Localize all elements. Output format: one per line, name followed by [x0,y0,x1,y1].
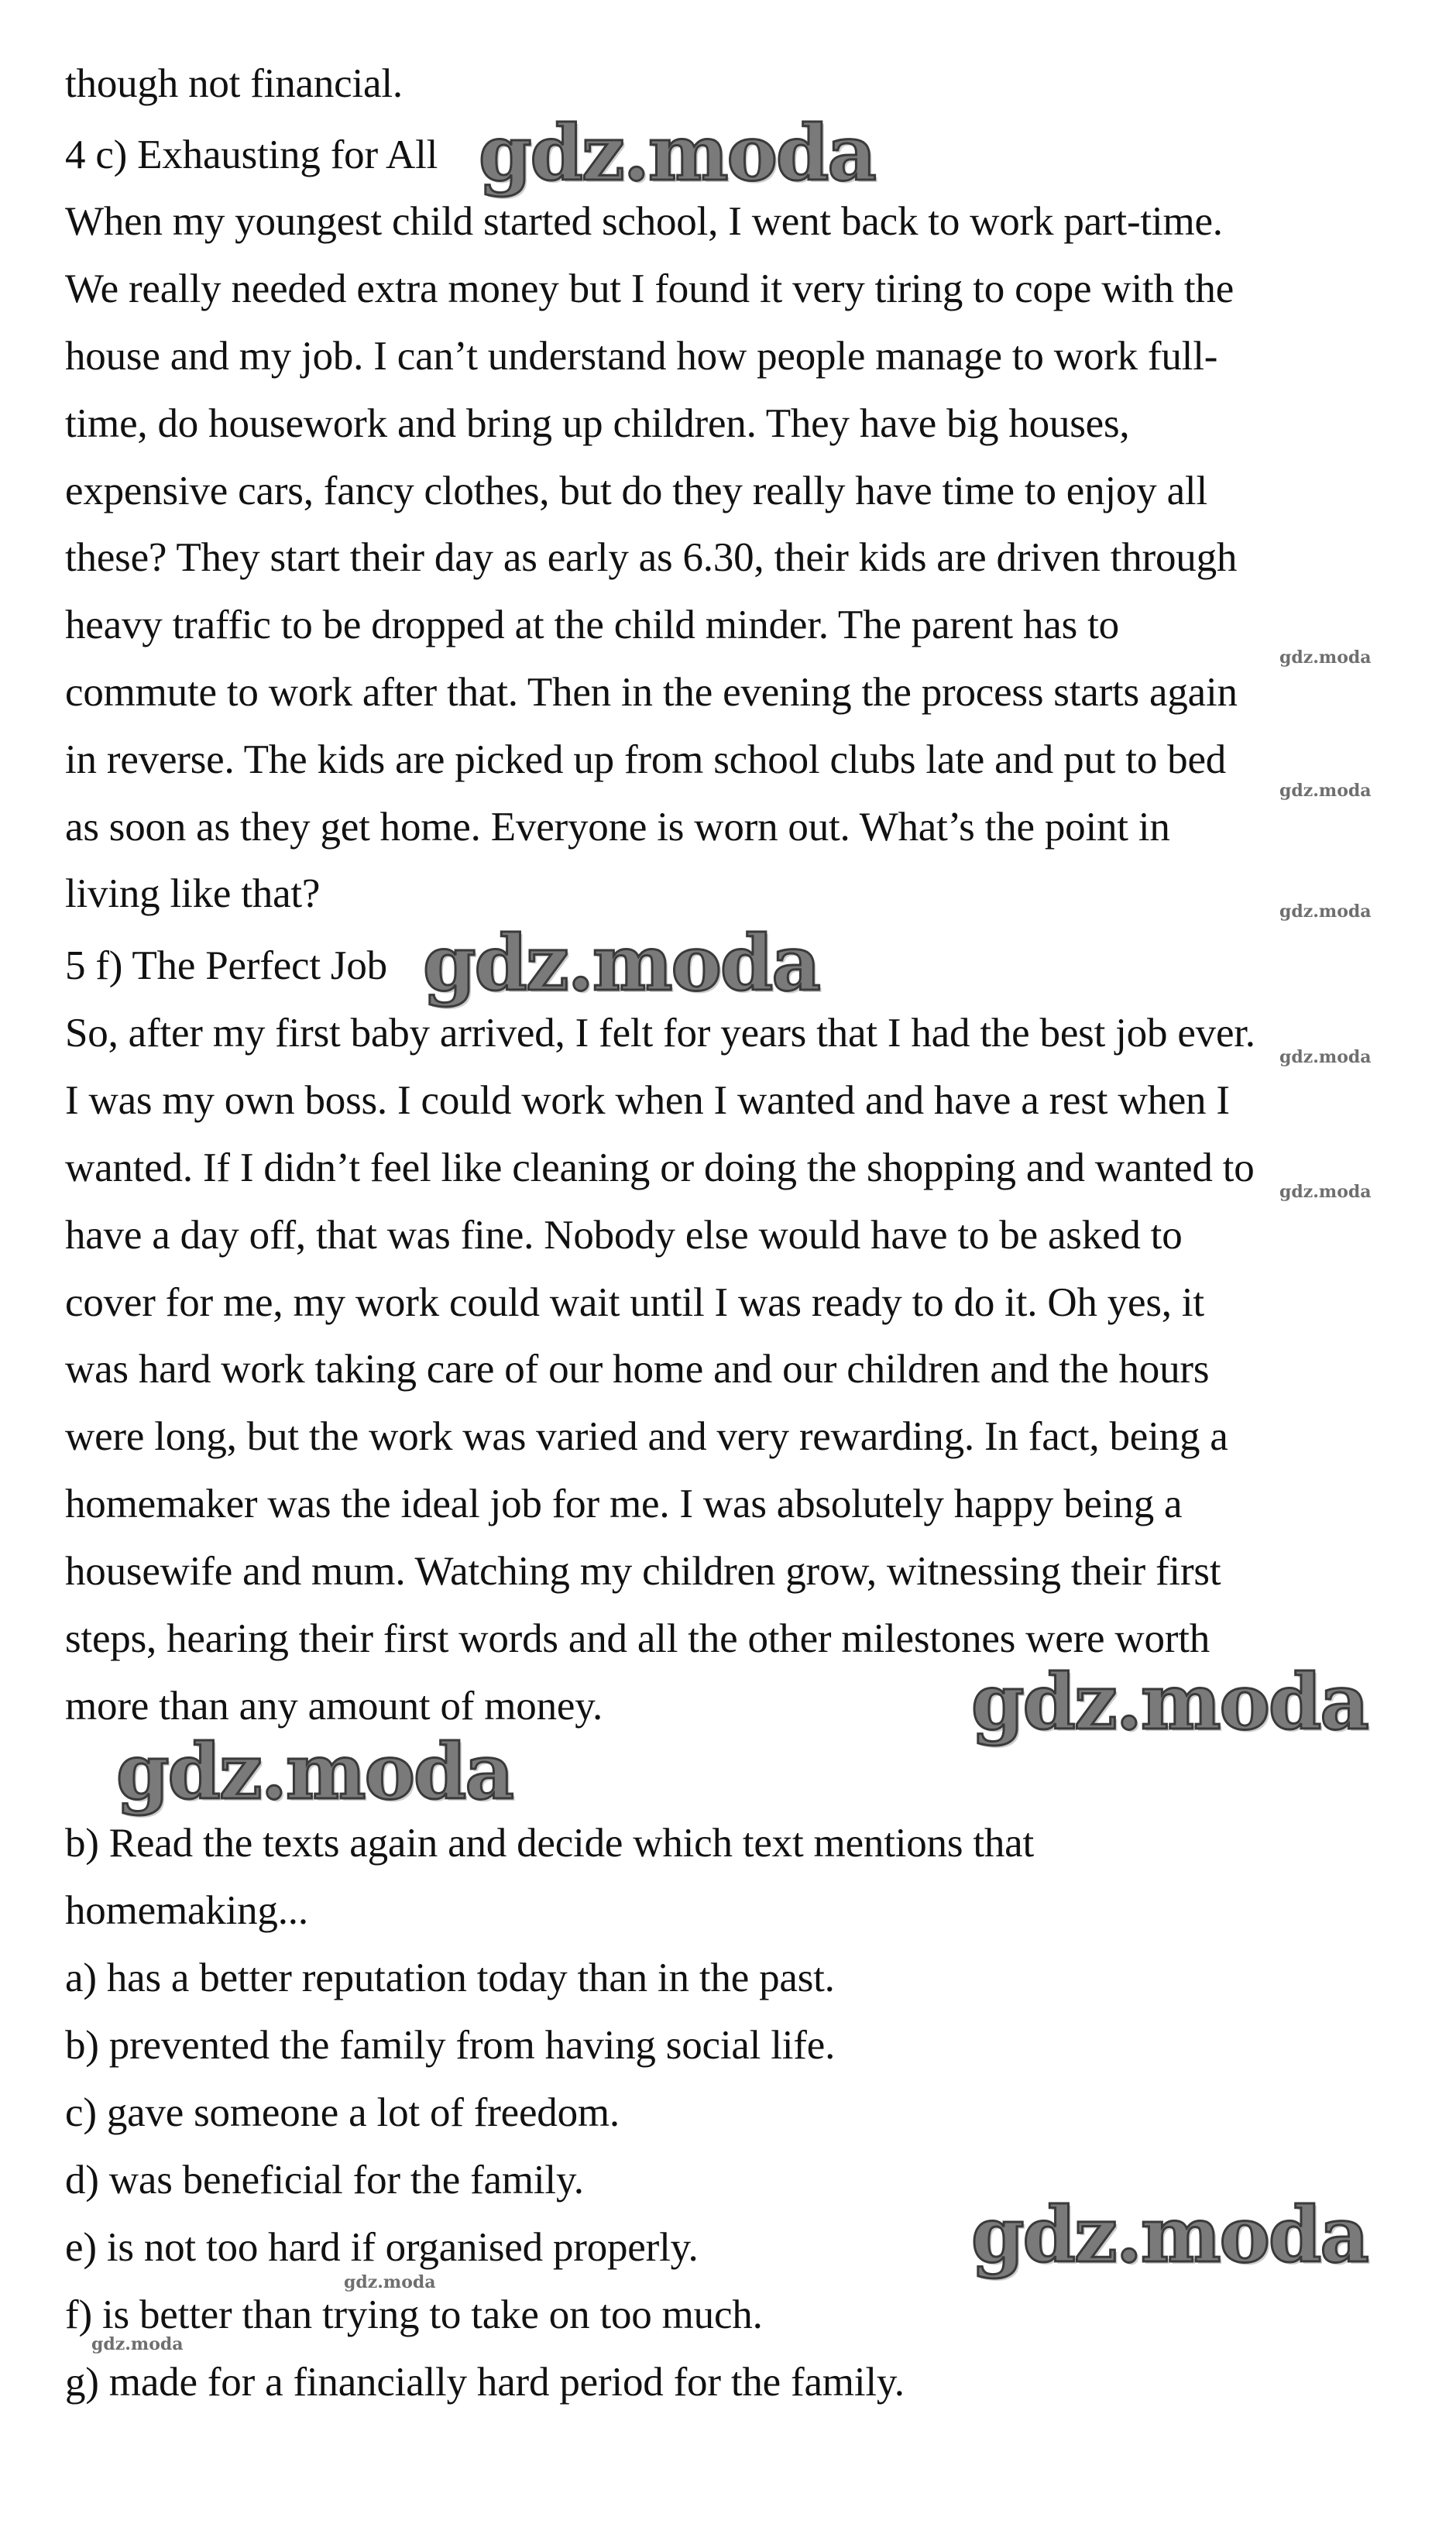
option-a: a) has a better reputation today than in the past. [65,1955,835,2000]
watermark-small: gdz.moda [1279,647,1372,668]
watermark-large: gdz.moda [116,1728,513,1817]
text-line-9: heavy traffic to be dropped at the child minder. The parent has to [65,603,1119,647]
text-line-12: as soon as they get home. Everyone is worn out. What’s the point in [65,805,1170,850]
text-line-3: When my youngest child started school, I went back to work part-time. [65,199,1223,244]
section-heading-5f: 5 f) The Perfect Job [65,943,387,988]
text-line-13: living like that? [65,871,321,916]
text-line-5: house and my job. I can’t understand how people manage to work full- [65,334,1218,379]
text-line-18: have a day off, that was fine. Nobody else would have to be asked to [65,1213,1183,1258]
watermark-small: gdz.moda [344,2272,436,2292]
watermark-small: gdz.moda [1279,1182,1372,1202]
section-heading-4c: 4 c) Exhausting for All [65,132,438,177]
watermark-large: gdz.moda [423,919,819,1008]
task-instruction-cont: homemaking... [65,1888,308,1933]
text-line-16: I was my own boss. I could work when I wanted and have a rest when I [65,1078,1230,1123]
task-instruction: b) Read the texts again and decide which text mentions that [65,1821,1034,1866]
text-line-20: was hard work taking care of our home and our children and the hours [65,1347,1210,1392]
option-e: e) is not too hard if organised properly. [65,2225,699,2270]
option-c: c) gave someone a lot of freedom. [65,2090,620,2135]
text-line-8: these? They start their day as early as 6.30, their kids are driven through [65,535,1238,580]
text-line-17: wanted. If I didn’t feel like cleaning or doing the shopping and wanted to [65,1145,1255,1190]
watermark-small: gdz.moda [1279,901,1372,922]
watermark-small: gdz.moda [91,2334,184,2354]
option-d: d) was beneficial for the family. [65,2158,584,2203]
text-line-21: were long, but the work was varied and very rewarding. In fact, being a [65,1414,1228,1459]
text-line-19: cover for me, my work could wait until I was ready to do it. Oh yes, it [65,1280,1204,1325]
watermark-small: gdz.moda [1279,1047,1372,1067]
text-line-15: So, after my first baby arrived, I felt for years that I had the best job ever. [65,1011,1255,1056]
text-line-24: steps, hearing their first words and all the other milestones were worth [65,1616,1210,1661]
text-line-6: time, do housework and bring up children. They have big houses, [65,401,1130,446]
text-line-7: expensive cars, fancy clothes, but do they really have time to enjoy all [65,469,1207,513]
watermark-large: gdz.moda [971,2191,1368,2280]
text-line-1: though not financial. [65,61,403,106]
watermark-small: gdz.moda [1279,781,1372,801]
option-f: f) is better than trying to take on too much. [65,2292,763,2337]
option-b: b) prevented the family from having social life. [65,2023,836,2068]
text-line-25: more than any amount of money. [65,1684,603,1729]
text-line-4: We really needed extra money but I found it very tiring to cope with the [65,266,1235,311]
text-line-23: housewife and mum. Watching my children grow, witnessing their first [65,1549,1221,1594]
text-line-22: homemaker was the ideal job for me. I was absolutely happy being a [65,1482,1183,1526]
watermark-large: gdz.moda [971,1658,1368,1747]
text-line-10: commute to work after that. Then in the evening the process starts again [65,670,1238,715]
watermark-large: gdz.moda [479,109,875,198]
text-line-11: in reverse. The kids are picked up from school clubs late and put to bed [65,737,1227,782]
option-g: g) made for a financially hard period for the family. [65,2360,905,2405]
